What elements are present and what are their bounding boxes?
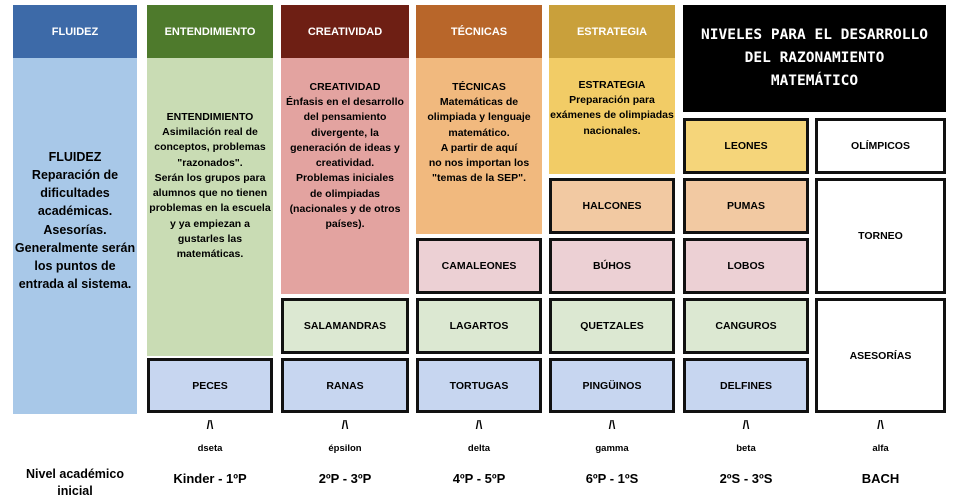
desc-line: nacionales. xyxy=(583,124,641,137)
diagram-title-text: NIVELES PARA EL DESARROLLO DEL RAZONAMIENTO MATEMÁTICO xyxy=(701,26,928,90)
tecnicas-description xyxy=(416,58,542,234)
desc-line: los puntos de xyxy=(34,258,116,273)
desc-line: creatividad. xyxy=(315,157,375,170)
desc-line: alumnos que no tienen xyxy=(152,187,268,200)
desc-line: de olimpiadas xyxy=(309,187,381,200)
group-peces: PECES xyxy=(147,358,273,413)
group-tortugas: TORTUGAS xyxy=(416,358,542,413)
greek-label: alfa xyxy=(872,443,889,454)
academic-level: Kinder - 1ºP xyxy=(173,471,247,486)
group-halcones: HALCONES xyxy=(549,178,675,234)
academic-level: 2ºP - 3ºP xyxy=(318,471,372,486)
desc-line: divergente, la xyxy=(311,126,379,139)
desc-line: del pensamiento xyxy=(303,111,387,124)
academic-level: BACH xyxy=(861,471,900,486)
desc-line: ENTENDIMIENTO xyxy=(166,111,254,123)
desc-line: no nos importan los xyxy=(428,157,530,170)
greek-label: delta xyxy=(467,443,491,454)
desc-line: Generalmente serán xyxy=(14,240,136,255)
academic-level: 2ºS - 3ºS xyxy=(719,471,773,486)
greek-label: dseta xyxy=(197,443,223,454)
group-lagartos: LAGARTOS xyxy=(416,298,542,354)
desc-line: académicas. xyxy=(37,204,113,219)
up-arrow: /\ xyxy=(341,418,349,432)
group-olimpicos: OLÍMPICOS xyxy=(815,118,946,174)
header-creatividad: CREATIVIDAD xyxy=(281,5,409,58)
creatividad-description xyxy=(281,58,409,294)
desc-line: Reparación de xyxy=(31,168,119,183)
group-ranas: RANAS xyxy=(281,358,409,413)
desc-line: ESTRATEGIA xyxy=(578,79,646,91)
group-pumas: PUMAS xyxy=(683,178,809,234)
desc-line: países). xyxy=(325,217,365,230)
desc-line: exámenes de olimpiadas xyxy=(550,109,674,122)
bottom-label: Nivel académico inicial xyxy=(26,467,124,498)
desc-line: "temas de la SEP". xyxy=(432,172,526,185)
group-torneo: TORNEO xyxy=(815,178,946,294)
group-lobos: LOBOS xyxy=(683,238,809,294)
diagram-title xyxy=(683,5,946,112)
desc-line: Serán los grupos para xyxy=(154,171,266,184)
fluidez-description xyxy=(13,58,137,414)
group-pinguinos: PINGÜINOS xyxy=(549,358,675,413)
entendimiento-description xyxy=(147,58,273,356)
desc-line: A partir de aquí xyxy=(440,141,518,154)
desc-line: CREATIVIDAD xyxy=(309,81,381,93)
up-arrow: /\ xyxy=(475,418,483,432)
desc-line: FLUIDEZ xyxy=(48,150,102,164)
estrategia-description xyxy=(549,58,675,174)
group-quetzales: QUETZALES xyxy=(549,298,675,354)
desc-line: generación de ideas y xyxy=(290,141,400,154)
header-tecnicas: TÉCNICAS xyxy=(416,5,542,58)
header-entendimiento: ENTENDIMIENTO xyxy=(147,5,273,58)
header-fluidez: FLUIDEZ xyxy=(13,5,137,58)
group-salamandras: SALAMANDRAS xyxy=(281,298,409,354)
group-leones: LEONES xyxy=(683,118,809,174)
desc-line: entrada al sistema. xyxy=(18,276,132,291)
up-arrow: /\ xyxy=(877,418,884,432)
greek-label: épsilon xyxy=(328,443,362,454)
greek-label: beta xyxy=(736,443,756,454)
desc-line: Preparación para xyxy=(569,94,655,107)
greek-label: gamma xyxy=(595,443,629,454)
academic-level: 4ºP - 5ºP xyxy=(452,471,506,486)
desc-line: "razonados". xyxy=(177,156,243,169)
desc-line: Matemáticas de xyxy=(439,96,519,109)
group-canguros: CANGUROS xyxy=(683,298,809,354)
desc-line: Problemas iniciales xyxy=(295,172,395,185)
group-camaleones: CAMALEONES xyxy=(416,238,542,294)
desc-line: olimpiada y lenguaje xyxy=(427,111,531,124)
desc-line: Énfasis en el desarrollo xyxy=(286,96,404,109)
up-arrow: /\ xyxy=(608,418,616,432)
desc-line: dificultades xyxy=(40,186,110,201)
desc-line: gustarles las xyxy=(177,232,243,245)
group-asesorias: ASESORÍAS xyxy=(815,298,946,413)
desc-line: (nacionales y de otros xyxy=(289,202,401,215)
academic-level: 6ºP - 1ºS xyxy=(585,471,639,486)
desc-line: matemático. xyxy=(448,126,510,139)
desc-line: matemáticas. xyxy=(176,247,244,260)
up-arrow: /\ xyxy=(206,418,214,432)
desc-line: y ya empiezan a xyxy=(170,217,250,230)
desc-line: conceptos, problemas xyxy=(154,141,266,154)
header-estrategia: ESTRATEGIA xyxy=(549,5,675,58)
group-delfines: DELFINES xyxy=(683,358,809,413)
group-buhos: BÚHOS xyxy=(549,238,675,294)
desc-line: problemas en la escuela xyxy=(149,202,271,215)
desc-line: Asimilación real de xyxy=(162,126,258,139)
desc-line: TÉCNICAS xyxy=(452,81,506,93)
up-arrow: /\ xyxy=(742,418,750,432)
desc-line: Asesorías. xyxy=(43,222,107,237)
